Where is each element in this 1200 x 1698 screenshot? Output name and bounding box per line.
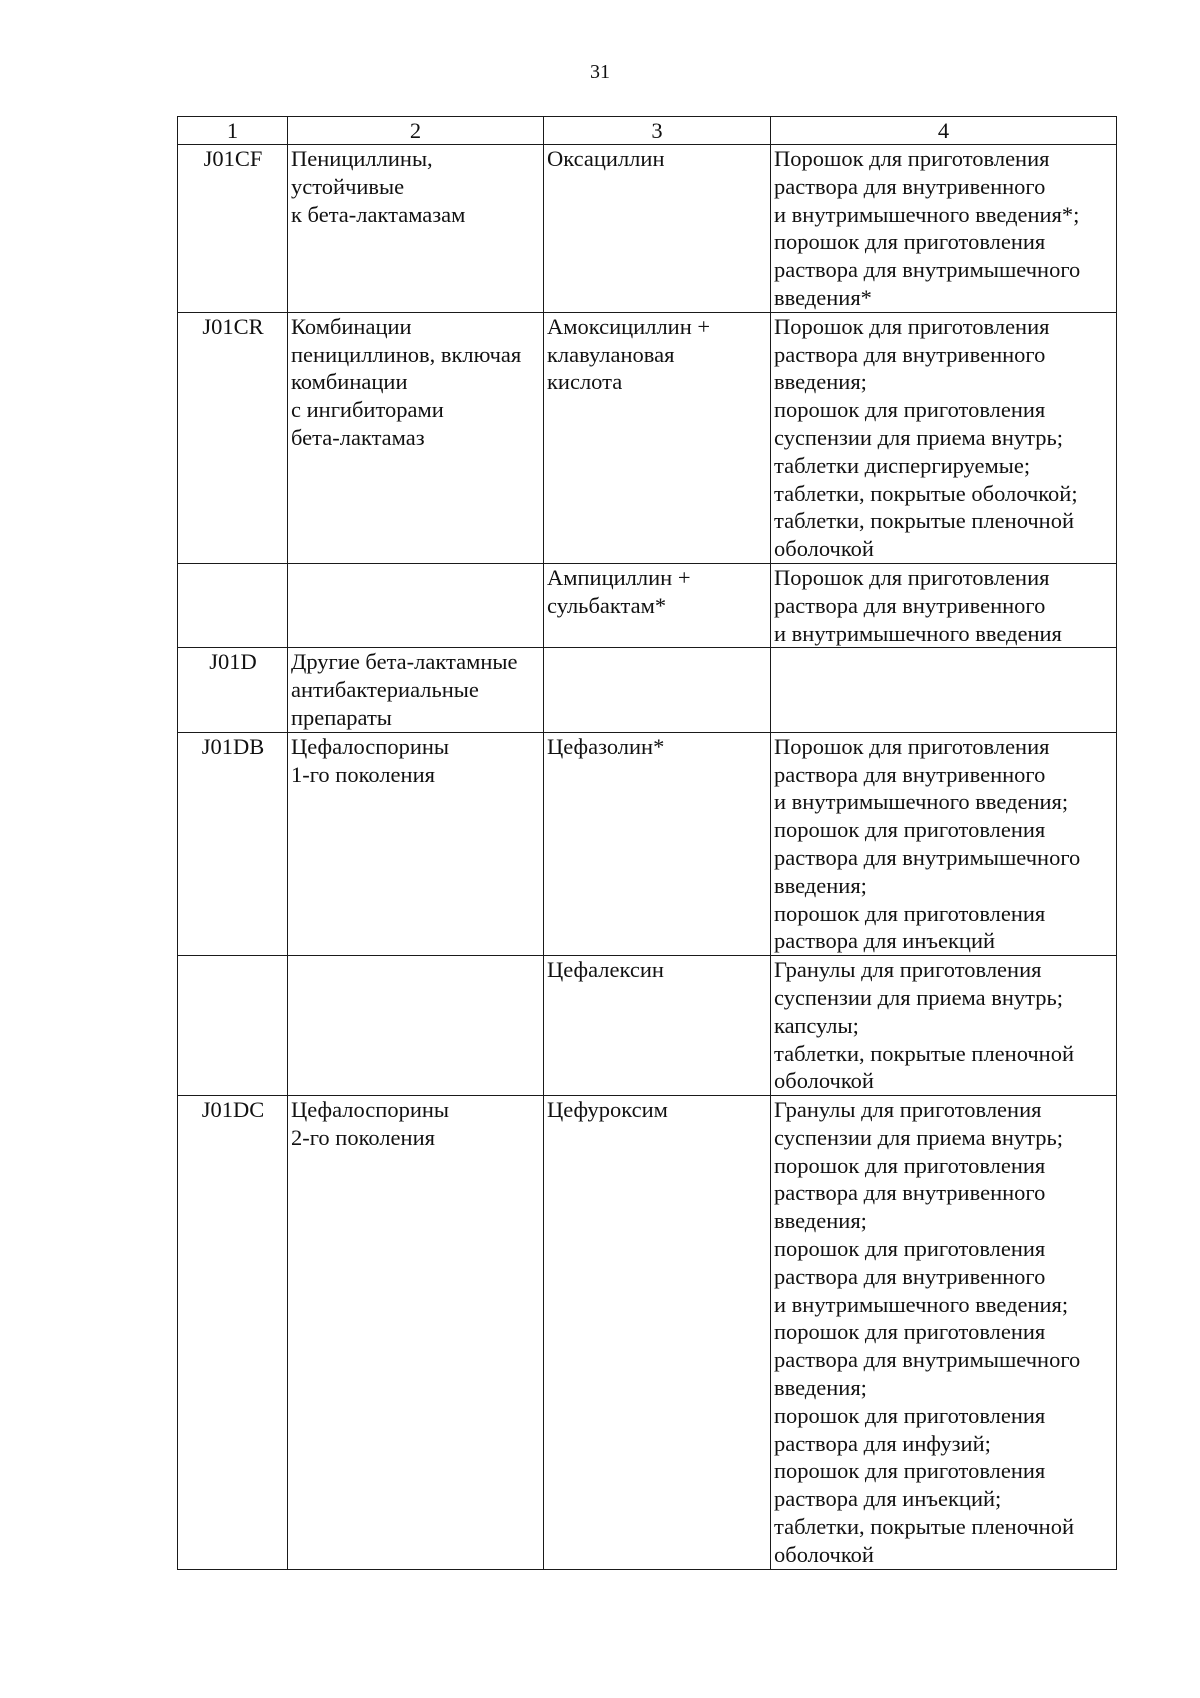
cell-text-line: и внутримышечного введения*; — [774, 201, 1080, 227]
dosage-forms-cell — [771, 563, 1117, 647]
cell-text-line: Оксациллин — [547, 146, 665, 171]
cell-text-line: 2-го поколения — [291, 1124, 435, 1150]
table-header — [178, 117, 1117, 145]
table-row — [178, 312, 1117, 563]
cell-text-line: клавулановая — [547, 341, 675, 367]
cell-text-line: порошок для приготовления — [774, 1319, 1046, 1345]
cell-text-line: оболочкой — [774, 1068, 874, 1094]
cell-text-line: раствора для внутримышечного — [774, 1347, 1081, 1373]
cell-text-line: Цефуроксим — [547, 1097, 668, 1123]
cell-text-line: раствора для внутримышечного — [774, 257, 1081, 283]
cell-text-line: порошок для приготовления — [774, 1402, 1046, 1428]
cell-text-line: оболочкой — [774, 536, 874, 562]
drug-name-cell — [544, 732, 771, 955]
atc-code-cell: J01DC — [178, 1096, 288, 1570]
cell-text-line: таблетки, покрытые пленочной — [774, 1514, 1075, 1540]
drug-table — [177, 116, 1117, 1570]
cell-text-line: Цефалоспорины — [291, 733, 450, 759]
drug-name-cell — [544, 312, 771, 563]
cell-text-line: Цефазолин* — [547, 733, 665, 759]
cell-text-line: раствора для внутривенного — [774, 173, 1046, 199]
header-cell-3: 3 — [544, 117, 771, 145]
cell-text-line: введения; — [774, 1375, 867, 1401]
atc-code-cell: J01D — [178, 648, 288, 732]
cell-text-line: 1-го поколения — [291, 761, 435, 787]
cell-text-line: Пенициллины, — [291, 146, 433, 171]
cell-text-line: раствора для внутривенного — [774, 341, 1046, 367]
cell-text-line: Цефалоспорины — [291, 1097, 450, 1123]
drug-name-cell — [544, 648, 771, 732]
cell-text-line: порошок для приготовления — [774, 900, 1046, 926]
pharmacological-group-cell — [288, 312, 544, 563]
atc-code-cell — [178, 956, 288, 1096]
cell-text-line: сульбактам* — [547, 592, 667, 618]
cell-text-line: порошок для приготовления — [774, 229, 1046, 255]
cell-text-line: Комбинации — [291, 313, 412, 339]
atc-code-cell: J01DB — [178, 732, 288, 955]
table-row — [178, 956, 1117, 1096]
cell-text-line: раствора для внутривенного — [774, 1180, 1046, 1206]
cell-text-line: Порошок для приготовления — [774, 146, 1050, 171]
cell-text-line: комбинации — [291, 369, 408, 395]
cell-text-line: порошок для приготовления — [774, 1458, 1046, 1484]
cell-text-line: введения; — [774, 872, 867, 898]
cell-text-line: Порошок для приготовления — [774, 564, 1050, 590]
cell-text-line: раствора для инъекций; — [774, 1486, 1002, 1512]
cell-text-line: Цефалексин — [547, 957, 664, 983]
dosage-forms-cell — [771, 732, 1117, 955]
cell-text-line: бета-лактамаз — [291, 424, 425, 450]
table-body — [178, 145, 1117, 1570]
pharmacological-group-cell — [288, 1096, 544, 1570]
drug-name-cell — [544, 563, 771, 647]
cell-text-line: оболочкой — [774, 1541, 874, 1567]
atc-code-cell: J01CF — [178, 145, 288, 313]
dosage-forms-cell — [771, 648, 1117, 732]
cell-text-line: Ампициллин + — [547, 564, 691, 590]
page-number: 31 — [590, 61, 610, 83]
header-cell-4: 4 — [771, 117, 1117, 145]
cell-text-line: введения* — [774, 284, 872, 310]
cell-text-line: введения; — [774, 369, 867, 395]
pharmacological-group-cell — [288, 145, 544, 313]
header-cell-1: 1 — [178, 117, 288, 145]
cell-text-line: Амоксициллин + — [547, 313, 711, 339]
cell-text-line: раствора для инфузий; — [774, 1430, 991, 1456]
pharmacological-group-cell — [288, 732, 544, 955]
cell-text-line: таблетки, покрытые пленочной — [774, 1040, 1075, 1066]
cell-text-line: антибактериальные — [291, 677, 479, 703]
pharmacological-group-cell — [288, 956, 544, 1096]
cell-text-line: Гранулы для приготовления — [774, 1097, 1042, 1123]
cell-text-line: порошок для приготовления — [774, 1236, 1046, 1262]
cell-text-line: таблетки, покрытые оболочкой; — [774, 480, 1078, 506]
cell-text-line: и внутримышечного введения; — [774, 1291, 1069, 1317]
cell-text-line: раствора для внутримышечного — [774, 844, 1081, 870]
header-row — [178, 117, 1117, 145]
cell-text-line: и внутримышечного введения; — [774, 789, 1069, 815]
cell-text-line: введения; — [774, 1208, 867, 1234]
cell-text-line: раствора для внутривенного — [774, 761, 1046, 787]
cell-text-line: Гранулы для приготовления — [774, 957, 1042, 983]
cell-text-line: раствора для инъекций — [774, 928, 996, 954]
table-row — [178, 145, 1117, 313]
cell-text-line: и внутримышечного введения — [774, 620, 1062, 646]
table-row — [178, 648, 1117, 732]
cell-text-line: капсулы; — [774, 1012, 859, 1038]
cell-text-line: порошок для приготовления — [774, 817, 1046, 843]
atc-code-cell: J01CR — [178, 312, 288, 563]
dosage-forms-cell — [771, 956, 1117, 1096]
cell-text-line: Порошок для приготовления — [774, 733, 1050, 759]
atc-code-cell — [178, 563, 288, 647]
dosage-forms-cell — [771, 145, 1117, 313]
cell-text-line: суспензии для приема внутрь; — [774, 1124, 1064, 1150]
dosage-forms-cell — [771, 1096, 1117, 1570]
cell-text-line: с ингибиторами — [291, 397, 444, 423]
drug-name-cell — [544, 1096, 771, 1570]
cell-text-line: Другие бета-лактамные — [291, 649, 518, 675]
dosage-forms-cell — [771, 312, 1117, 563]
cell-text-line: раствора для внутривенного — [774, 592, 1046, 618]
cell-text-line: устойчивые — [291, 173, 405, 199]
table-row — [178, 563, 1117, 647]
cell-text-line: таблетки диспергируемые; — [774, 452, 1031, 478]
cell-text-line: порошок для приготовления — [774, 397, 1046, 423]
table-row — [178, 732, 1117, 955]
cell-text-line: таблетки, покрытые пленочной — [774, 508, 1075, 534]
cell-text-line: суспензии для приема внутрь; — [774, 984, 1064, 1010]
table-row — [178, 1096, 1117, 1570]
pharmacological-group-cell — [288, 648, 544, 732]
cell-text-line: раствора для внутривенного — [774, 1263, 1046, 1289]
drug-name-cell — [544, 145, 771, 313]
header-cell-2: 2 — [288, 117, 544, 145]
pharmacological-group-cell — [288, 563, 544, 647]
cell-text-line: к бета-лактамазам — [291, 201, 466, 227]
drug-name-cell — [544, 956, 771, 1096]
cell-text-line: пенициллинов, включая — [291, 341, 522, 367]
cell-text-line: препараты — [291, 704, 392, 730]
cell-text-line: порошок для приготовления — [774, 1152, 1046, 1178]
cell-text-line: Порошок для приготовления — [774, 313, 1050, 339]
cell-text-line: суспензии для приема внутрь; — [774, 424, 1064, 450]
cell-text-line: кислота — [547, 369, 623, 395]
